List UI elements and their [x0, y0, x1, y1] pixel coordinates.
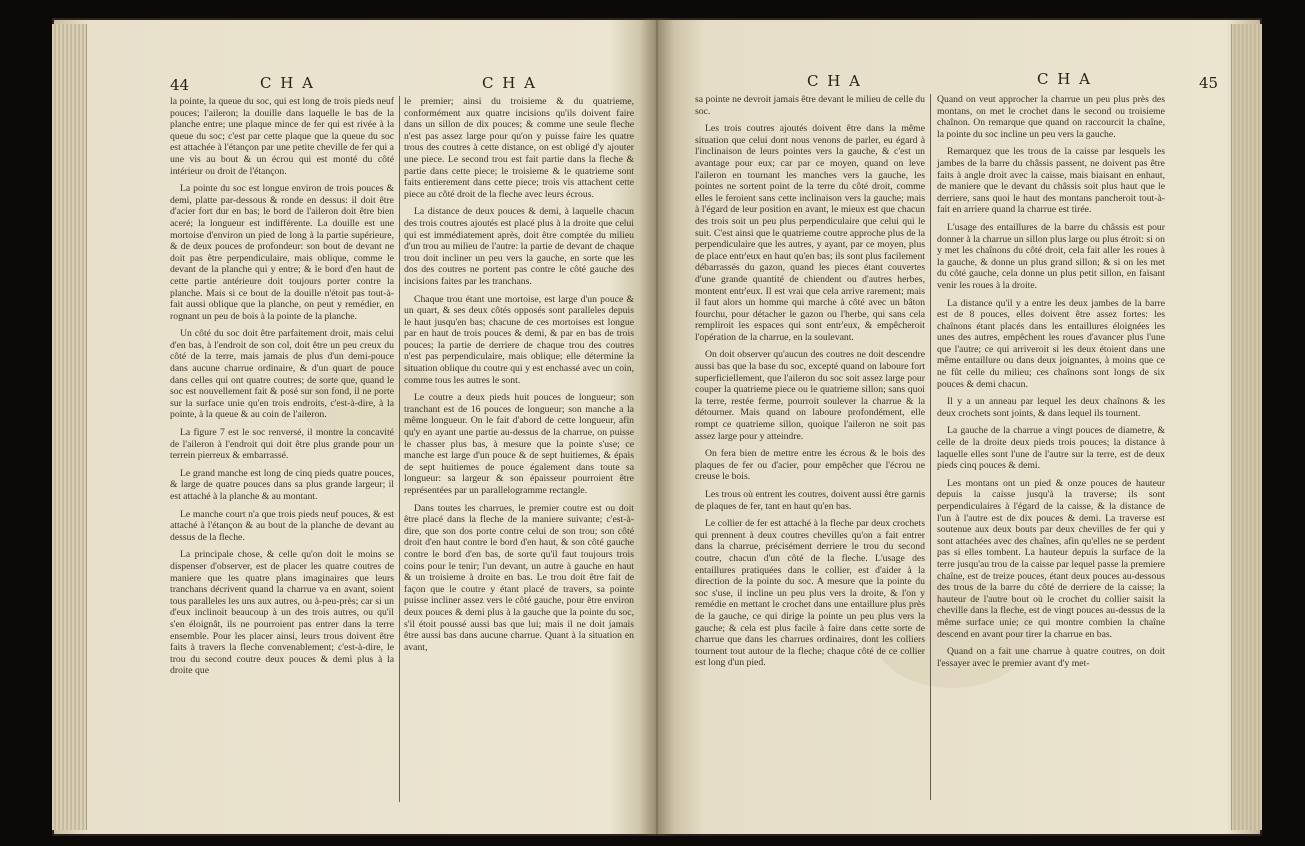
left-page	[52, 18, 657, 836]
paragraph: Les trous où entrent les coutres, doivent aussi être garnis de plaques de fer, tant en haut qu'en bas.	[695, 489, 925, 512]
paragraph: le premier; ainsi du troisieme & du quatrieme, conformément aux quatre incisions qu'ils doivent faire dans un sillon de dix pouces; & comme une seule fleche n'est pas assez large pour qu'on y puisse faire les quatre trous des coutres à cette distance, on est obligé d'y ajouter une piece. Le second trou est fait partie dans la fleche & partie dans cette piece; le troisieme & le quatrieme sont faits entierement dans cette piece; trois vis attachent cette piece au côté droit de la fleche avec leurs écrous.	[404, 96, 634, 200]
column-rule	[399, 96, 400, 802]
running-head: C H A	[1037, 70, 1092, 88]
running-head: C H A	[482, 74, 537, 92]
paragraph: Un côté du soc doit être parfaitement droit, mais celui d'en bas, à l'endroit de son col, doit être un peu creux du côté de la terre, mais jamais de plus d'un demi-pouce dans aucune charrue ordinaire, & d'un quart de pouce dans celles qui ont quatre coutres; de sorte que, quand le soc est nouvellement fait & posé sur son fond, il ne porte sur la surface unie qu'en trois endroits, c'est-à-dire, à la pointe, à la queue & au coin de l'aileron.	[170, 328, 394, 421]
paragraph: La principale chose, & celle qu'on doit le moins se dispenser d'observer, est de placer les quatre coutres de maniere que les quatre plans imaginaires que leurs tranchans décrivent quand la charrue va en avant, soient tous paralleles les uns aux autres, ou à-peu-près; car si un d'eux inclinoit beaucoup à un des trois autres, ou qu'il s'en éloignât, ils ne pourroient pas entrer dans la terre ensemble. Pour les placer ainsi, leurs trous doivent être faits à travers la fleche convenablement; c'est-à-dire, le trou du second coutre deux pouces & demi plus à la droite que	[170, 549, 394, 677]
paragraph: Le grand manche est long de cinq pieds quatre pouces, & large de quatre pouces dans sa plus grande largeur; il est attaché à la planche & au montant.	[170, 467, 394, 502]
paragraph: Quand on veut approcher la charrue un peu plus près des montans, on met le crochet dans le second ou troisieme chaînon. On remarque que quand on raccourcit la chaîne, la pointe du soc incline un peu vers la gauche.	[937, 94, 1165, 140]
paragraph: La gauche de la charrue a vingt pouces de diametre, & celle de la droite deux pieds trois pouces; la distance à laquelle elles sont l'une de l'autre sur la terre, est de deux pieds cinq pouces & demi.	[937, 425, 1165, 472]
text-column-2	[937, 94, 1165, 800]
paragraph: Il y a un anneau par lequel les deux chaînons & les deux crochets sont joints, & dans lequel ils tournent.	[937, 396, 1165, 419]
paragraph: la pointe, la queue du soc, qui est long de trois pieds neuf pouces; l'aileron; la douille dans laquelle le bas de la planche entre; une plaque mince de fer qui est rivée à la queue du soc; c'est par cette plaque que la queue du soc est attachée à l'étançon par une petite cheville de fer qui a une vis au bout & un écrou qui est monté du côté intérieur ou droit de l'étançon.	[170, 96, 394, 177]
running-head: C H A	[807, 72, 862, 90]
paragraph: Dans toutes les charrues, le premier coutre est ou doit être placé dans la fleche de la maniere suivante; c'est-à-dire, que son dos porte contre celui de son trou; son côté droit d'en haut contre le bord d'en haut, & son côté gauche contre le bord d'en bas, de sorte qu'il faut toujours trois coins pour le tenir; l'un devant, un autre à gauche en haut & un troisieme à droite en bas. Le trou doit être fait de façon que le coutre y étant placé de travers, sa pointe puisse incliner assez vers le côté gauche, pour être environ deux pouces & demi plus à la gauche que la pointe du soc, s'il étoit poussé aussi bas que lui; mais il ne doit jamais être aussi bas dans aucune charrue. Quant à la situation en avant,	[404, 502, 634, 653]
paragraph: La pointe du soc est longue environ de trois pouces & demi, platte par-dessous & ronde en dessus: il doit être d'acier fort dur en bas; le bord de l'aileron doit être bien aceré; la longueur est indifférente. La douille est une mortoise d'environ un pied de long à la partie supérieure, & de deux pouces de profondeur: son bout de devant ne doit pas être perpendiculaire, mais oblique, comme le devant de la planche qui y entre; & le bord d'en haut de cette partie antérieure doit toujours porter contre la planche. Mais si ce bout de la douille n'étoit pas tout-à-fait aussi oblique que la planche, on peut y remédier, en rognant un peu de bois à la pointe de la planche.	[170, 183, 394, 322]
text-column-1	[695, 94, 925, 800]
text-column-1	[170, 96, 394, 802]
paragraph: Les trois coutres ajoutés doivent être dans la même situation que celui dont nous venons de parler, eu égard à l'inclinaison de leurs pointes vers la gauche, & c'est un avantage pour eux; car par ce moyen, quand on leve l'aileron en tournant les manches vers la gauche, les pointes ne sortent point de la terre du côté droit, comme elles le feroient sans cette inclinaison vers la gauche; mais à l'égard de leur position en avant, le mieux est que chacun des trois soit un peu plus perpendiculaire que celui qui le suit. C'est ainsi que le quatrieme coutre approche plus de la perpendiculaire que les autres, y ayant, par ce moyen, plus de place entr'eux en haut qu'en bas; ils sont plus facilement débarrassés du gazon, quand les pieces étant couvertes d'une grande quantité de chiendent ou d'autres herbes, montent entr'eux. Il est vrai que cela arrive rarement; mais il faut alors un homme qui marche à côté avec un bâton fourchu, pour détacher le gazon ou l'herbe, qui sans cela rempliroit les espaces qui sont entr'eux, & empêcheroit l'opération de la charrue, en la soulevant.	[695, 123, 925, 343]
page-number: 44	[170, 76, 190, 94]
paragraph: La figure 7 est le soc renversé, il montre la concavité de l'aileron à l'endroit qui doit être plus grande pour un terrein pierreux & embarrassé.	[170, 427, 394, 462]
paragraph: Le collier de fer est attaché à la fleche par deux crochets qui prennent à deux coutres chevilles qu'on a fait entrer dans la charrue, précisément derriere le trou du second coutre, chacun d'un côté de la fleche. L'usage des entaillures pratiquées dans le collier, est d'aider à la direction de la pointe du soc. A mesure que la pointe du soc s'use, il incline un peu plus vers la droite, & l'on y remédie en mettant le crochet dans une entaillure plus près de la gauche, ce qui dirige la pointe un peu plus vers la gauche; & cela est plus facile à faire dans cette sorte de charrue que dans les charrues ordinaires, dont les colliers tournent tout autour de la fleche; chaque côté de ce collier est long d'un pied.	[695, 518, 925, 669]
open-book	[52, 18, 1262, 836]
paragraph: Le manche court n'a que trois pieds neuf pouces, & est attaché à l'étançon & au bout de la planche de devant au dessus de la fleche.	[170, 508, 394, 543]
right-page	[657, 18, 1262, 836]
paragraph: Le coutre a deux pieds huit pouces de longueur; son tranchant est de 16 pouces de longueur; son manche a la même longueur. On le fait d'abord de cette longueur, afin qu'y en ayant une partie au-dessus de la charrue, on puisse le chasser plus bas, à mesure que la pointe s'use; ce manche est large d'un pouce & de sept huitiemes, & épais de sept huitiemes de pouce également dans toute sa longueur: sa largeur & son épaisseur pourroient être représentées par un parallelogramme rectangle.	[404, 392, 634, 496]
paragraph: Chaque trou étant une mortoise, est large d'un pouce & un quart, & ses deux côtés opposés sont paralleles depuis le haut jusqu'en bas; chacune de ces mortoises est longue par en haut de trois pouces & demi, & par en bas de trois pouces; la partie de derriere de chaque trou des coutres n'est pas perpendiculaire, mais oblique; elle détermine la situation oblique du coutre qui y est enchassé avec un coin, comme tous les autres le sont.	[404, 293, 634, 386]
paragraph: L'usage des entaillures de la barre du châssis est pour donner à la charrue un sillon plus large ou plus étroit: si on y met les chaînons du côté droit, cela fait aller les roues à la gauche, & donne un plus grand sillon; & si on les met du côté gauche, cela donne un plus petit sillon, en faisant venir les roues à la droite.	[937, 221, 1165, 291]
paragraph: Quand on a fait une charrue à quatre coutres, on doit l'essayer avec le premier avant d'y met-	[937, 646, 1165, 669]
paragraph: Remarquez que les trous de la caisse par lesquels les jambes de la barre du châssis passent, ne doivent pas être faits à angle droit avec la caisse, mais biaisant en enhaut, de maniere que le devant du châssis soit plus haut que le derriere, sans quoi le haut des montans pancheroit tout-à-fait en arriere quand la charrue est tirée.	[937, 146, 1165, 216]
text-column-2	[404, 96, 634, 802]
paragraph: sa pointe ne devroit jamais être devant le milieu de celle du soc.	[695, 94, 925, 117]
page-number: 45	[1199, 74, 1219, 92]
paragraph: Les montans ont un pied & onze pouces de hauteur depuis la caisse jusqu'à la traverse; ils sont perpendiculaires à l'égard de la caisse, & la distance de l'un à l'autre est de dix pouces & demi. La traverse est soutenue aux deux bouts par deux chevilles de fer qui y sont attachées avec des chaînes, afin qu'elles ne se perdent pas si elles tombent. La hauteur depuis la surface de la terre jusqu'au trou de la caisse par lequel passe la premiere chaîne, est de treize pouces, étant deux pouces au-dessous des trous de la barre du côté de derriere de la caisse; la hauteur de l'autre bout où le crochet du collier saisit la cheville dans la fleche, est de vingt pouces au-dessus de la même surface unie; ce qui montre combien la chaîne descend en avant pour tirer la charrue en bas.	[937, 477, 1165, 640]
paragraph: On doit observer qu'aucun des coutres ne doit descendre aussi bas que la base du soc, excepté quand on laboure fort superficiellement, que l'aileron du soc soit assez large pour couper la quatrieme piece ou le quatrieme sillon; sans quoi la terre, restée ferme, pourroit soulever la charrue & la détourner. Mais quand on laboure profondément, elle rompt ce quatrieme sillon, quoique l'aileron ne soit pas assez large pour y atteindre.	[695, 349, 925, 442]
paragraph: La distance de deux pouces & demi, à laquelle chacun des trois coutres ajoutés est placé plus à la droite que celui qui est immédiatement après, doit être comptée du milieu d'un trou au milieu de l'autre: la partie de devant de chaque trou doit incliner un peu vers la gauche, en sorte que les dos des coutres ne portent pas contre le côté gauche des incisions faites par les tranchans.	[404, 206, 634, 287]
column-rule	[930, 94, 931, 800]
paragraph: On fera bien de mettre entre les écrous & le bois des plaques de fer ou d'acier, pour empêcher que l'écrou ne creuse le bois.	[695, 448, 925, 483]
running-head: C H A	[260, 74, 315, 92]
paragraph: La distance qu'il y a entre les deux jambes de la barre est de 8 pouces, elles doivent être assez fortes: les chaînons étant placés dans les entaillures éloignées les unes des autres, empêchent les roues d'avancer plus l'une que l'autre; ce qui arriveroit si les deux étoient dans une même entaillure ou dans deux joignantes, à moins que ce ne fût celle du milieu; ces chaînons sont longs de six pouces & demi chacun.	[937, 297, 1165, 390]
